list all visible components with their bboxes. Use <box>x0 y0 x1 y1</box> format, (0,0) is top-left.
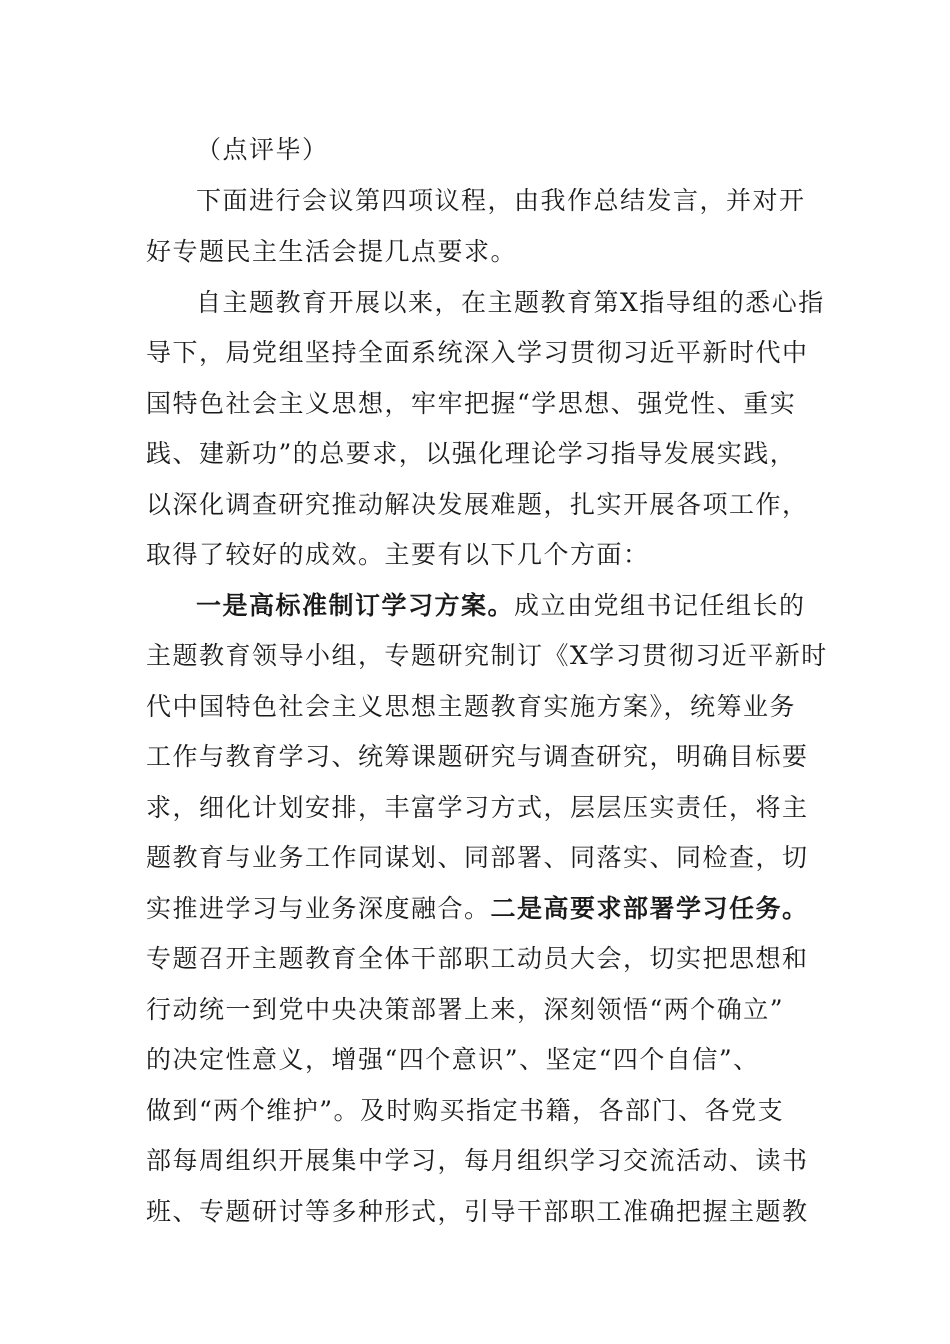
line-text: 专题召开主题教育全体干部职工动员大会，切实把思想和 <box>146 944 809 973</box>
heading-inline: 二是高要求部署学习任务。 <box>490 894 809 923</box>
line-text: 自主题教育开展以来，在主题教育第X指导组的悉心指 <box>196 288 825 317</box>
paragraph-line <box>146 235 826 269</box>
line-text: 主题教育领导小组，专题研究制订《X学习贯彻习近平新时 <box>146 641 828 670</box>
paragraph-line <box>146 437 826 471</box>
line-text: 工作与教育学习、统筹课题研究与调查研究，明确目标要 <box>146 742 809 771</box>
paragraph-line <box>146 740 826 774</box>
line-text: 做到“两个维护”。及时购买指定书籍，各部门、各党支 <box>146 1096 785 1125</box>
line-text: 实推进学习与业务深度融合。 <box>146 894 491 923</box>
paragraph-line <box>146 690 826 724</box>
paragraph-line <box>146 1043 826 1077</box>
line-text: 班、专题研讨等多种形式，引导干部职工准确把握主题教 <box>146 1197 809 1226</box>
paragraph-line <box>196 184 876 218</box>
line-text: 践、建新功”的总要求，以强化理论学习指导发展实践， <box>146 439 797 468</box>
line-text: 求，细化计划安排，丰富学习方式，层层压实责任，将主 <box>146 793 809 822</box>
line-text: 的决定性意义，增强“四个意识”、坚定“四个自信”、 <box>146 1045 760 1074</box>
paragraph-line <box>146 639 826 673</box>
paragraph-line <box>146 841 826 875</box>
paragraph-line <box>146 387 826 421</box>
paragraph-line <box>146 1195 826 1229</box>
line-text: 题教育与业务工作同谋划、同部署、同落实、同检查，切 <box>146 843 809 872</box>
heading-inline: 一是高标准制订学习方案。 <box>196 591 515 620</box>
line-text: 代中国特色社会主义思想主题教育实施方案》，统筹业务 <box>146 692 797 721</box>
paragraph-line <box>146 538 826 572</box>
line-text: 导下，局党组坚持全面系统深入学习贯彻习近平新时代中 <box>146 338 809 367</box>
line-text: 好专题民主生活会提几点要求。 <box>146 237 518 266</box>
line-text: 下面进行会议第四项议程，由我作总结发言，并对开 <box>196 186 806 215</box>
paragraph-line <box>146 993 826 1027</box>
line-text: 行动统一到党中央决策部署上来，深刻领悟“两个确立” <box>146 995 785 1024</box>
paragraph-line <box>146 892 826 926</box>
paragraph-line <box>196 589 876 623</box>
paragraph-line <box>146 488 826 522</box>
line-text: （点评毕） <box>196 135 329 164</box>
line-text: 成立由党组书记任组长的 <box>514 591 806 620</box>
paragraph-line <box>146 1144 826 1178</box>
line-text: 部每周组织开展集中学习，每月组织学习交流活动、读书 <box>146 1146 809 1175</box>
paragraph-line <box>146 942 826 976</box>
line-text: 以深化调查研究推动解决发展难题，扎实开展各项工作， <box>146 490 809 519</box>
line-text: 国特色社会主义思想，牢牢把握“学思想、强党性、重实 <box>146 389 797 418</box>
paragraph-line <box>146 336 826 370</box>
paragraph-line <box>196 286 876 320</box>
paragraph-line <box>196 133 876 167</box>
line-text: 取得了较好的成效。主要有以下几个方面： <box>146 540 650 569</box>
paragraph-line <box>146 791 826 825</box>
paragraph-line <box>146 1094 826 1128</box>
